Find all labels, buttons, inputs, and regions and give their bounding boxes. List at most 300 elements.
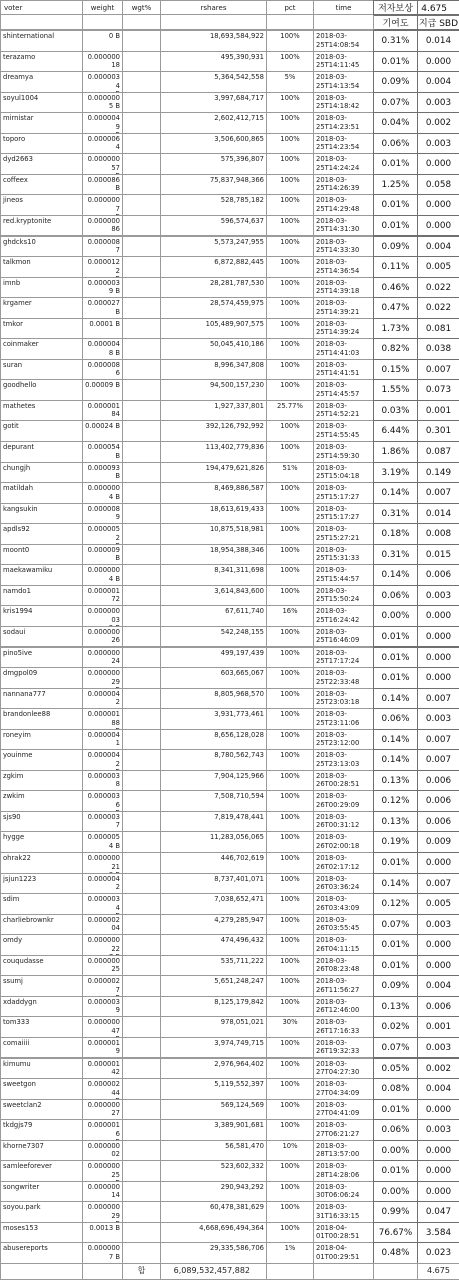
sbd-payout: 0.003 (417, 92, 459, 114)
voter-name: charliebrownkr (0, 914, 83, 936)
sbd-payout: 0.009 (417, 831, 459, 853)
contribution-percent: 0.05% (373, 1058, 418, 1080)
voter-name: coffeex (0, 174, 83, 196)
rshares-value: 18,693,584,922 (160, 30, 267, 52)
rshares-value: 7,819,478,441 (160, 811, 267, 833)
weight-percent (122, 626, 161, 648)
vote-time: 2018-03- 27T04:41:09 (313, 1099, 374, 1121)
vote-percent: 100% (266, 790, 314, 812)
vote-weight: 0.00000027 (82, 1099, 123, 1121)
contribution-percent: 0.31% (373, 544, 418, 566)
weight-percent (122, 30, 161, 52)
vote-weight: 0.00000184 (82, 400, 123, 422)
weight-percent (122, 749, 161, 771)
vote-time: 2018-03- 25T14:45:57 (313, 379, 374, 401)
sbd-payout: 0.000 (417, 605, 459, 627)
sbd-header: 지급 SBD (417, 15, 459, 30)
vote-percent: 100% (266, 133, 314, 155)
vote-percent: 100% (266, 441, 314, 463)
sbd-payout: 0.000 (417, 934, 459, 956)
voter-name: namdo1 (0, 585, 83, 607)
header-spacer (122, 15, 161, 30)
contribution-percent: 0.13% (373, 811, 418, 833)
voter-name: dmgpol09 (0, 667, 83, 689)
vote-percent: 16% (266, 605, 314, 627)
contribution-percent: 0.12% (373, 893, 418, 915)
voter-name: sweetclan2 (0, 1099, 83, 1121)
vote-time: 2018-03- 25T14:18:42 (313, 92, 374, 114)
vote-percent: 100% (266, 236, 314, 258)
vote-weight: 0.0000036 (82, 790, 123, 812)
contribution-percent: 0.01% (373, 934, 418, 956)
contribution-percent: 0.02% (373, 1016, 418, 1038)
contribution-percent: 0.01% (373, 667, 418, 689)
contribution-percent: 0.07% (373, 914, 418, 936)
vote-time: 2018-03- 25T14:36:54 (313, 256, 374, 278)
weight-percent (122, 400, 161, 422)
voter-name: soyou.park (0, 1201, 83, 1223)
vote-percent: 100% (266, 811, 314, 833)
rshares-value: 1,927,337,801 (160, 400, 267, 422)
voter-name: khorne7307 (0, 1140, 83, 1162)
vote-percent: 100% (266, 174, 314, 196)
weight-percent (122, 462, 161, 484)
weight-percent (122, 544, 161, 566)
vote-weight: 0.0000054 B (82, 831, 123, 853)
voter-name: soyul1004 (0, 92, 83, 114)
contribution-percent: 0.14% (373, 873, 418, 895)
rshares-value: 8,125,179,842 (160, 996, 267, 1018)
weight-percent (122, 975, 161, 997)
voter-name: pino5ive (0, 647, 83, 669)
vote-weight: 0.00000014 (82, 1181, 123, 1203)
header-rshares: rshares (160, 0, 267, 15)
voter-name: roneyim (0, 729, 83, 751)
sbd-payout: 0.003 (417, 708, 459, 730)
sbd-payout: 0.007 (417, 873, 459, 895)
vote-weight: 0.0000089 (82, 503, 123, 525)
rshares-value: 5,119,552,397 (160, 1078, 267, 1100)
sbd-payout: 0.014 (417, 503, 459, 525)
vote-time: 2018-03- 25T14:39:18 (313, 277, 374, 299)
vote-time: 2018-03- 25T14:39:24 (313, 318, 374, 340)
rshares-value: 596,574,637 (160, 215, 267, 237)
vote-weight: 0.0000027 (82, 975, 123, 997)
voter-name: coinmaker (0, 338, 83, 360)
weight-percent (122, 770, 161, 792)
vote-weight: 0.000054 B (82, 441, 123, 463)
contribution-percent: 0.31% (373, 30, 418, 52)
contribution-percent: 6.44% (373, 420, 418, 442)
vote-time: 2018-03- 25T14:08:54 (313, 30, 374, 52)
vote-time: 2018-03- 26T03:43:09 (313, 893, 374, 915)
vote-time: 2018-03- 25T14:24:24 (313, 153, 374, 175)
vote-weight: 0.0000052 (82, 523, 123, 545)
sbd-payout: 0.000 (417, 667, 459, 689)
rshares-value: 3,931,773,461 (160, 708, 267, 730)
weight-percent (122, 441, 161, 463)
vote-weight: 0.0000042 (82, 749, 123, 771)
sbd-payout: 0.007 (417, 359, 459, 381)
sbd-payout: 0.073 (417, 379, 459, 401)
total-blank-time (313, 1263, 374, 1280)
weight-percent (122, 236, 161, 258)
vote-percent: 100% (266, 503, 314, 525)
sbd-payout: 0.301 (417, 420, 459, 442)
weight-percent (122, 359, 161, 381)
vote-percent: 100% (266, 893, 314, 915)
sbd-payout: 0.006 (417, 996, 459, 1018)
sbd-payout: 0.023 (417, 1242, 459, 1264)
contribution-percent: 0.15% (373, 359, 418, 381)
header-spacer (0, 15, 83, 30)
vote-time: 2018-03- 26T11:56:27 (313, 975, 374, 997)
rshares-value: 603,665,067 (160, 667, 267, 689)
contribution-percent: 0.01% (373, 194, 418, 216)
vote-time: 2018-03- 26T02:00:18 (313, 831, 374, 853)
contribution-percent: 0.06% (373, 585, 418, 607)
contribution-percent: 0.01% (373, 51, 418, 73)
rshares-value: 18,613,619,433 (160, 503, 267, 525)
vote-weight: 0.0000048 B (82, 338, 123, 360)
contribution-percent: 0.00% (373, 1140, 418, 1162)
weight-percent (122, 174, 161, 196)
vote-weight: 0.00000244 (82, 1078, 123, 1100)
sbd-payout: 0.000 (417, 1160, 459, 1182)
vote-weight: 0.0000042 (82, 688, 123, 710)
sbd-payout: 0.008 (417, 523, 459, 545)
vote-weight: 0.000093 B (82, 462, 123, 484)
sbd-payout: 0.022 (417, 297, 459, 319)
weight-percent (122, 893, 161, 915)
sbd-payout: 0.014 (417, 30, 459, 52)
vote-time: 2018-03- 25T17:17:24 (313, 647, 374, 669)
voter-name: suran (0, 359, 83, 381)
voter-name: songwriter (0, 1181, 83, 1203)
voter-name: brandonlee88 (0, 708, 83, 730)
weight-percent (122, 379, 161, 401)
vote-weight: 0.00009 B (82, 379, 123, 401)
sbd-payout: 0.000 (417, 852, 459, 874)
voter-name: nannana777 (0, 688, 83, 710)
vote-weight: 0.0000005 B (82, 92, 123, 114)
sbd-payout: 0.003 (417, 133, 459, 155)
author-reward-label: 저자보상 (373, 0, 418, 15)
rshares-value: 3,614,843,600 (160, 585, 267, 607)
weight-percent (122, 1119, 161, 1141)
weight-percent (122, 708, 161, 730)
contribution-percent: 0.48% (373, 1242, 418, 1264)
vote-percent: 100% (266, 523, 314, 545)
vote-weight: 0 B (82, 30, 123, 52)
contribution-percent: 0.06% (373, 708, 418, 730)
rshares-value: 4,279,285,947 (160, 914, 267, 936)
vote-weight: 0.00000172 (82, 585, 123, 607)
header-weight: weight (82, 0, 123, 15)
vote-percent: 100% (266, 770, 314, 792)
vote-weight: 0.0000041 (82, 729, 123, 751)
vote-weight: 0.00000026 (82, 626, 123, 648)
vote-weight: 0.000009 B (82, 544, 123, 566)
total-blank-weight (82, 1263, 123, 1280)
sbd-payout: 0.007 (417, 729, 459, 751)
vote-time: 2018-03- 25T14:26:39 (313, 174, 374, 196)
contribution-percent: 0.09% (373, 71, 418, 93)
vote-weight: 0.0013 B (82, 1222, 123, 1244)
rshares-value: 2,602,412,715 (160, 112, 267, 134)
contribution-percent: 0.47% (373, 297, 418, 319)
voter-name: zwkim (0, 790, 83, 812)
vote-time: 2018-03- 27T06:21:27 (313, 1119, 374, 1141)
contribution-percent: 0.07% (373, 92, 418, 114)
rshares-value: 11,283,056,065 (160, 831, 267, 853)
vote-weight: 0.00000022 (82, 934, 123, 956)
weight-percent (122, 482, 161, 504)
rshares-value: 575,396,807 (160, 153, 267, 175)
vote-weight: 0.0001 B (82, 318, 123, 340)
rshares-value: 67,611,740 (160, 605, 267, 627)
sbd-payout: 0.005 (417, 893, 459, 915)
header-time: time (313, 0, 374, 15)
voter-name: imnb (0, 277, 83, 299)
sbd-payout: 0.000 (417, 955, 459, 977)
voter-name: toporo (0, 133, 83, 155)
contribution-percent: 1.73% (373, 318, 418, 340)
sbd-payout: 0.015 (417, 544, 459, 566)
vote-time: 2018-03- 25T23:11:06 (313, 708, 374, 730)
vote-percent: 100% (266, 955, 314, 977)
sbd-payout: 0.000 (417, 215, 459, 237)
rshares-value: 495,390,931 (160, 51, 267, 73)
voter-name: red.kryptonite (0, 215, 83, 237)
vote-time: 2018-03- 26T12:46:00 (313, 996, 374, 1018)
voter-name: samleeforever (0, 1160, 83, 1182)
vote-weight: 0.0000064 (82, 133, 123, 155)
weight-percent (122, 318, 161, 340)
vote-time: 2018-03- 25T14:41:51 (313, 359, 374, 381)
sbd-payout: 0.004 (417, 71, 459, 93)
weight-percent (122, 955, 161, 977)
vote-time: 2018-03- 25T15:04:18 (313, 462, 374, 484)
voter-name: kangsukin (0, 503, 83, 525)
sbd-payout: 0.000 (417, 1181, 459, 1203)
sbd-payout: 0.000 (417, 1140, 459, 1162)
vote-weight: 0.00000086 (82, 215, 123, 237)
voter-name: sdim (0, 893, 83, 915)
vote-weight: 0.0000004 B (82, 482, 123, 504)
vote-percent: 100% (266, 749, 314, 771)
contribution-percent: 0.13% (373, 770, 418, 792)
weight-percent (122, 420, 161, 442)
contribution-percent: 0.14% (373, 729, 418, 751)
vote-percent: 1% (266, 1242, 314, 1264)
contribution-percent: 3.19% (373, 462, 418, 484)
vote-time: 2018-03- 26T03:36:24 (313, 873, 374, 895)
voter-name: jsjun1223 (0, 873, 83, 895)
rshares-value: 3,997,684,717 (160, 92, 267, 114)
vote-time: 2018-03- 25T14:29:48 (313, 194, 374, 216)
sbd-payout: 0.000 (417, 626, 459, 648)
total-blank-voter (0, 1263, 83, 1280)
contribution-percent: 0.09% (373, 236, 418, 258)
weight-percent (122, 1140, 161, 1162)
weight-percent (122, 1160, 161, 1182)
weight-percent (122, 215, 161, 237)
vote-weight: 0.00000057 (82, 153, 123, 175)
contribution-percent: 76.67% (373, 1222, 418, 1244)
vote-weight: 0.000086 B (82, 174, 123, 196)
rshares-value: 3,389,901,681 (160, 1119, 267, 1141)
weight-percent (122, 277, 161, 299)
voter-name: kris1994 (0, 605, 83, 627)
rshares-value: 474,496,432 (160, 934, 267, 956)
sbd-payout: 0.022 (417, 277, 459, 299)
rshares-value: 75,837,948,366 (160, 174, 267, 196)
vote-weight: 0.00000003 (82, 605, 123, 627)
rshares-value: 3,506,600,865 (160, 133, 267, 155)
vote-percent: 100% (266, 482, 314, 504)
rshares-value: 2,976,964,402 (160, 1058, 267, 1080)
weight-percent (122, 92, 161, 114)
vote-percent: 100% (266, 92, 314, 114)
vote-time: 2018-03- 26T17:16:33 (313, 1016, 374, 1038)
vote-percent: 10% (266, 1140, 314, 1162)
vote-percent: 100% (266, 194, 314, 216)
vote-time: 2018-03- 26T00:28:51 (313, 770, 374, 792)
total-rshares: 6,089,532,457,882 (160, 1263, 267, 1280)
weight-percent (122, 585, 161, 607)
vote-weight: 0.0000086 (82, 359, 123, 381)
rshares-value: 7,038,652,471 (160, 893, 267, 915)
voter-name: youinme (0, 749, 83, 771)
voter-name: gotit (0, 420, 83, 442)
weight-percent (122, 1037, 161, 1059)
vote-weight: 0.0000019 (82, 1037, 123, 1059)
contribution-percent: 0.01% (373, 626, 418, 648)
weight-percent (122, 112, 161, 134)
contribution-percent: 0.01% (373, 1099, 418, 1121)
contribution-percent: 0.14% (373, 749, 418, 771)
vote-weight: 0.0000016 (82, 1119, 123, 1141)
vote-time: 2018-03- 25T15:31:33 (313, 544, 374, 566)
weight-percent (122, 1099, 161, 1121)
weight-percent (122, 71, 161, 93)
contribution-percent: 0.82% (373, 338, 418, 360)
sbd-payout: 0.058 (417, 174, 459, 196)
vote-weight: 0.00024 B (82, 420, 123, 442)
contribution-header: 기여도 (373, 15, 418, 30)
vote-percent: 100% (266, 708, 314, 730)
vote-percent: 100% (266, 1119, 314, 1141)
contribution-percent: 1.25% (373, 174, 418, 196)
voter-name: tmkor (0, 318, 83, 340)
vote-time: 2018-03- 25T15:17:27 (313, 503, 374, 525)
vote-time: 2018-03- 27T04:34:09 (313, 1078, 374, 1100)
vote-time: 2018-03- 25T23:13:03 (313, 749, 374, 771)
contribution-percent: 0.01% (373, 215, 418, 237)
vote-percent: 100% (266, 1037, 314, 1059)
vote-weight: 0.00000188 (82, 708, 123, 730)
vote-weight: 0.0000034 (82, 71, 123, 93)
rshares-value: 499,197,439 (160, 647, 267, 669)
vote-weight: 0.0000042 (82, 873, 123, 895)
sbd-payout: 0.003 (417, 585, 459, 607)
vote-weight: 0.00000002 (82, 1140, 123, 1162)
sbd-payout: 0.002 (417, 112, 459, 134)
weight-percent (122, 605, 161, 627)
vote-percent: 100% (266, 914, 314, 936)
vote-percent: 100% (266, 420, 314, 442)
vote-percent: 100% (266, 1201, 314, 1223)
voter-name: sweetgon (0, 1078, 83, 1100)
rshares-value: 29,335,586,706 (160, 1242, 267, 1264)
voter-name: hygge (0, 831, 83, 853)
vote-time: 2018-04- 01T00:28:51 (313, 1222, 374, 1244)
contribution-percent: 0.06% (373, 133, 418, 155)
voter-name: kimumu (0, 1058, 83, 1080)
weight-percent (122, 1181, 161, 1203)
voter-name: zgkim (0, 770, 83, 792)
contribution-percent: 0.31% (373, 503, 418, 525)
vote-weight: 0.00000025 (82, 955, 123, 977)
vote-time: 2018-03- 26T04:11:15 (313, 934, 374, 956)
vote-time: 2018-03- 26T19:32:33 (313, 1037, 374, 1059)
vote-percent: 30% (266, 1016, 314, 1038)
vote-percent: 100% (266, 1160, 314, 1182)
weight-percent (122, 1242, 161, 1264)
voter-name: moont0 (0, 544, 83, 566)
vote-weight: 0.0000087 (82, 236, 123, 258)
vote-percent: 100% (266, 318, 314, 340)
rshares-value: 28,574,459,975 (160, 297, 267, 319)
vote-time: 2018-03- 31T16:33:15 (313, 1201, 374, 1223)
contribution-percent: 0.07% (373, 1037, 418, 1059)
weight-percent (122, 503, 161, 525)
voter-name: terazamo (0, 51, 83, 73)
vote-percent: 100% (266, 975, 314, 997)
vote-time: 2018-03- 26T00:29:09 (313, 790, 374, 812)
sbd-payout: 0.149 (417, 462, 459, 484)
weight-percent (122, 194, 161, 216)
vote-percent: 100% (266, 729, 314, 751)
sbd-payout: 0.001 (417, 400, 459, 422)
sbd-payout: 3.584 (417, 1222, 459, 1244)
vote-time: 2018-03- 25T22:33:48 (313, 667, 374, 689)
vote-weight: 0.00000047 (82, 1016, 123, 1038)
rshares-value: 535,711,222 (160, 955, 267, 977)
vote-percent: 100% (266, 626, 314, 648)
contribution-percent: 0.00% (373, 605, 418, 627)
contribution-percent: 0.11% (373, 256, 418, 278)
vote-time: 2018-03- 25T14:11:45 (313, 51, 374, 73)
rshares-value: 105,489,907,575 (160, 318, 267, 340)
rshares-value: 60,478,381,629 (160, 1201, 267, 1223)
vote-weight: 0.00000025 (82, 1160, 123, 1182)
weight-percent (122, 153, 161, 175)
vote-time: 2018-03- 25T14:59:30 (313, 441, 374, 463)
vote-time: 2018-03- 25T15:27:21 (313, 523, 374, 545)
vote-percent: 100% (266, 112, 314, 134)
rshares-value: 392,126,792,992 (160, 420, 267, 442)
voter-name: krgamer (0, 297, 83, 319)
weight-percent (122, 523, 161, 545)
vote-percent: 100% (266, 297, 314, 319)
voter-name: apdls92 (0, 523, 83, 545)
sbd-payout: 0.006 (417, 564, 459, 586)
vote-time: 2018-03- 25T15:44:57 (313, 564, 374, 586)
contribution-percent: 0.06% (373, 1119, 418, 1141)
vote-weight: 0.0000007 B (82, 1242, 123, 1264)
